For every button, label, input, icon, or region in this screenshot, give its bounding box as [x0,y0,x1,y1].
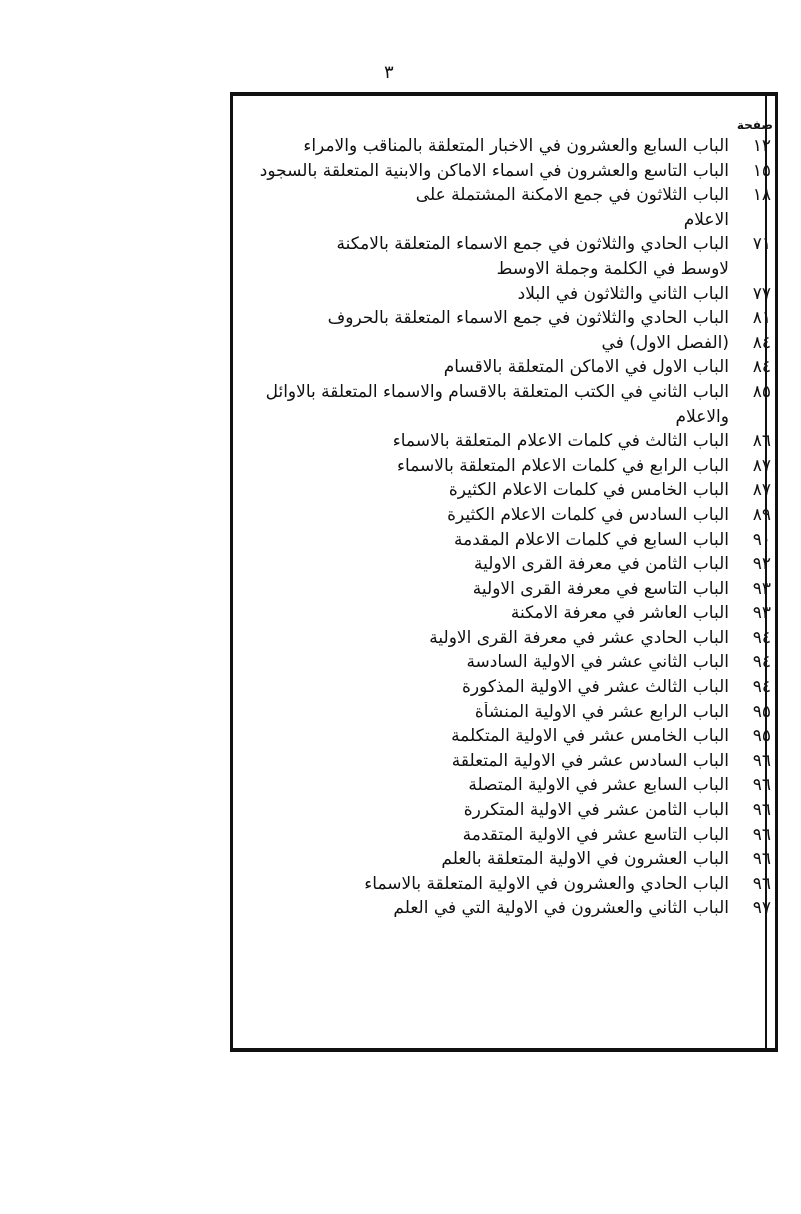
toc-entry [245,333,771,358]
toc-title: الباب الثاني والثلاثون في البلاد [517,283,729,304]
toc-entry [245,579,771,604]
toc-title: والاعلام [675,406,729,427]
toc-entry [245,677,771,702]
toc-entry [245,357,771,382]
toc-page-number: ٩٦ [752,775,771,796]
toc-entry [245,505,771,530]
toc-entry [245,185,771,210]
toc-title: الباب الثامن في معرفة القرى الاولية [474,554,729,575]
toc-title: الباب السادس في كلمات الاعلام الكثيرة [447,504,729,525]
toc-title: (الفصل الاول) في [601,332,729,353]
toc-entry [245,825,771,850]
toc-title: الباب الحادي والثلاثون في جمع الاسماء المتعلقة بالحروف [327,308,729,329]
toc-entry [245,849,771,874]
toc-title: الباب الثاني والعشرون في الاولية التي في العلم [393,898,729,919]
toc-entry [245,898,771,923]
toc-page-number: ٩٢ [752,554,771,575]
toc-title: الباب الاول في الاماكن المتعلقة بالاقسام [443,357,729,378]
toc-title: الباب السابع والعشرون في الاخبار المتعلقة بالمناقب والامراء [303,136,729,156]
toc-entry [245,234,771,259]
toc-page-number: ٩٥ [752,701,771,722]
table-of-contents [245,136,771,923]
toc-title: الباب السابع عشر في الاولية المتصلة [468,775,729,796]
toc-page-number: ٩٦ [752,849,771,870]
toc-entry [245,382,771,407]
toc-title: الباب الرابع عشر في الاولية المنشأة [474,701,729,722]
toc-entry [245,726,771,751]
toc-entry-continuation [245,407,771,432]
toc-page-number: ٨٤ [752,357,771,378]
toc-entry [245,874,771,899]
toc-entry [245,652,771,677]
toc-title: الباب الثلاثون في جمع الامكنة المشتملة على [415,185,729,206]
toc-page-number: ١٨ [752,185,771,206]
toc-entry [245,308,771,333]
toc-title: الباب التاسع في معرفة القرى الاولية [472,578,729,599]
toc-page-number: ٩٦ [752,824,771,845]
toc-entry [245,530,771,555]
toc-entry [245,431,771,456]
toc-title: الباب العشرون في الاولية المتعلقة بالعلم [441,849,729,870]
toc-title: الباب الحادي والعشرون في الاولية المتعلقة بالاسماء [364,873,729,894]
toc-entry [245,284,771,309]
toc-entry [245,480,771,505]
toc-page-number: ٩٦ [752,750,771,771]
toc-title: الباب السادس عشر في الاولية المتعلقة [451,750,729,771]
toc-title: الباب الخامس عشر في الاولية المتكلمة [451,726,729,747]
toc-entry-continuation [245,210,771,235]
toc-entry [245,161,771,186]
toc-page-number: ٨٧ [752,455,771,476]
toc-page-number: ١٥ [752,160,771,181]
toc-title: الباب التاسع عشر في الاولية المتقدمة [462,824,729,845]
toc-page-number: ٩٤ [752,627,771,648]
toc-title: الباب الثاني عشر في الاولية السادسة [466,652,729,673]
toc-title: الباب الثاني في الكتب المتعلقة بالاقسام والاسماء المتعلقة بالاوائل [265,381,729,402]
toc-title: الباب الثالث عشر في الاولية المذكورة [461,677,729,698]
toc-title: الباب الثالث في كلمات الاعلام المتعلقة بالاسماء [392,431,729,452]
toc-page-number: ٨٥ [752,381,771,402]
toc-title: الباب الخامس في كلمات الاعلام الكثيرة [448,480,729,501]
toc-title: الاعلام [683,209,729,230]
page-number: ٣ [384,62,394,83]
toc-title: الباب السابع في كلمات الاعلام المقدمة [454,529,729,550]
toc-title: الباب الحادي عشر في معرفة القرى الاولية [429,627,729,648]
toc-entry [245,800,771,825]
toc-page-number: ٩٧ [752,898,771,919]
toc-title: لاوسط في الكلمة وجملة الاوسط [496,258,729,279]
toc-page-number: ٨٧ [752,480,771,501]
toc-title: الباب التاسع والعشرون في اسماء الاماكن والابنية المتعلقة بالسجود [259,160,729,181]
toc-page-number: ٧١ [752,234,771,255]
toc-entry [245,456,771,481]
toc-page-number: ٩٦ [752,873,771,894]
toc-page-number: ١٢ [752,136,771,156]
toc-page-number: ٩٠ [752,529,771,550]
toc-page-number: ٩٦ [752,800,771,821]
toc-page-number: ٨٤ [752,332,771,353]
toc-page-number: ٩٤ [752,677,771,698]
toc-entry [245,628,771,653]
toc-page-number: ٧٧ [752,283,771,304]
toc-page-number: ٩٤ [752,652,771,673]
toc-page-number: ٨٦ [752,431,771,452]
toc-page-number: ٩٣ [752,578,771,599]
toc-entry [245,702,771,727]
toc-title: الباب الثامن عشر في الاولية المتكررة [463,800,729,821]
toc-page-number: ٨٩ [752,504,771,525]
toc-entry-continuation [245,259,771,284]
toc-entry [245,136,771,161]
toc-title: الباب الرابع في كلمات الاعلام المتعلقة بالاسماء [397,455,729,476]
toc-entry [245,775,771,800]
toc-page-number: ٨١ [752,308,771,329]
toc-page-number: ٩٥ [752,726,771,747]
page-column-heading: صفحة [736,118,773,132]
toc-title: الباب الحادي والثلاثون في جمع الاسماء المتعلقة بالامكنة [336,234,729,255]
toc-page-number: ٩٣ [752,603,771,624]
toc-entry [245,554,771,579]
toc-entry [245,603,771,628]
toc-title: الباب العاشر في معرفة الامكنة [510,603,729,624]
toc-entry [245,751,771,776]
